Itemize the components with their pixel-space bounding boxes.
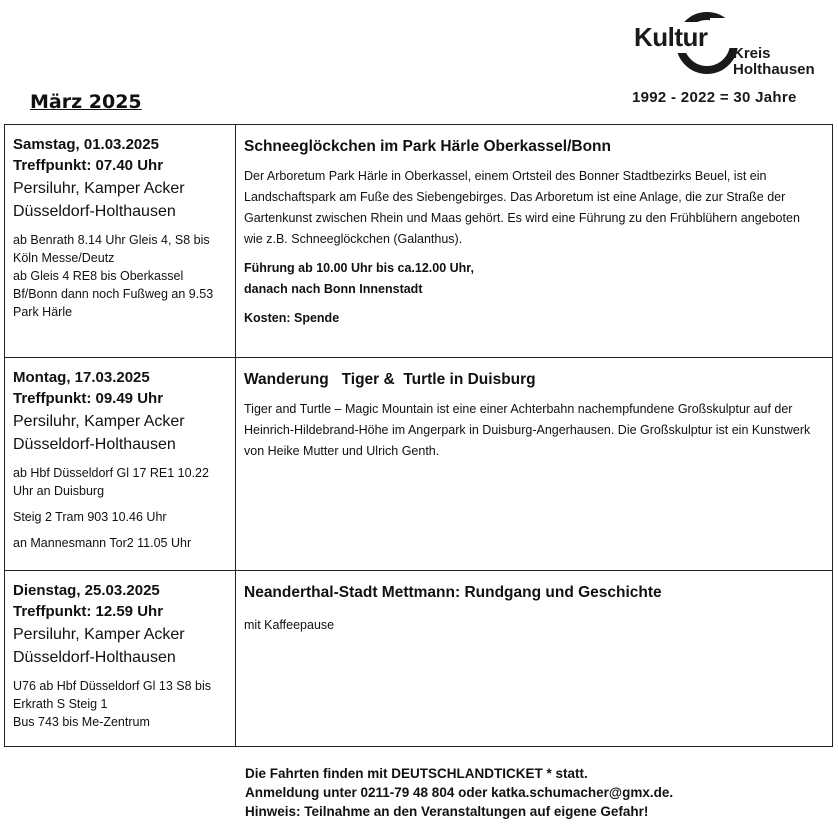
event-tour-line: Führung ab 10.00 Uhr bis ca.12.00 Uhr,	[244, 261, 474, 275]
event-title: Wanderung Tiger & Turtle in Duisburg	[244, 371, 536, 388]
event-meeting-time: Treffpunkt: 12.59 Uhr	[13, 603, 164, 620]
event-details-cell	[5, 358, 236, 571]
table-row	[5, 571, 833, 747]
event-details-cell	[5, 125, 236, 358]
event-place-line1: Persiluhr, Kamper Acker	[13, 413, 185, 430]
event-description-cell	[236, 571, 833, 747]
event-place-line2: Düsseldorf-Holthausen	[13, 203, 176, 220]
page-title: März 2025	[30, 91, 142, 113]
logo-holthausen-text: Holthausen	[733, 61, 815, 78]
event-details-cell	[5, 571, 236, 747]
logo-kreis-text: Kreis	[733, 45, 771, 62]
event-place-line2: Düsseldorf-Holthausen	[13, 649, 176, 666]
kulturkreis-logo	[632, 10, 832, 90]
event-tour-line: danach nach Bonn Innenstadt	[244, 282, 423, 296]
table-row	[5, 358, 833, 571]
event-description-cell	[236, 125, 833, 358]
event-title: Neanderthal-Stadt Mettmann: Rundgang und Geschichte	[244, 584, 662, 601]
event-place-line2: Düsseldorf-Holthausen	[13, 436, 176, 453]
event-route: U76 ab Hbf Düsseldorf Gl 13 S8 bis Erkrath S Steig 1	[13, 679, 212, 711]
event-date: Montag, 17.03.2025	[13, 369, 150, 386]
events-table	[4, 124, 833, 747]
event-place-line1: Persiluhr, Kamper Acker	[13, 626, 185, 643]
logo-kultur-text: Kultur	[634, 22, 708, 52]
event-description: Der Arboretum Park Härle in Oberkassel, einem Ortsteil des Bonner Stadtbezirks Beuel, ist ein Landschaftspark am Fuße des Siebengebirges. Das Arboretum ist eine Anlage, die zur Straße der Gartenkunst zwischen Rhein und Maas gehört. Es wird eine Führung zu den Frühblühern angeboten wie z.B. Schneeglöckchen (Galanthus).	[244, 169, 800, 246]
event-date: Samstag, 01.03.2025	[13, 136, 159, 153]
footer-ticket-note: Die Fahrten finden mit DEUTSCHLANDTICKET * statt.	[245, 766, 588, 781]
event-route: ab Hbf Düsseldorf Gl 17 RE1 10.22 Uhr an Duisburg	[13, 466, 209, 498]
event-route: ab Benrath 8.14 Uhr Gleis 4, S8 bis Köln Messe/Deutz	[13, 233, 210, 265]
event-meeting-time: Treffpunkt: 09.49 Uhr	[13, 390, 164, 407]
table-row	[5, 125, 833, 358]
event-description-cell	[236, 358, 833, 571]
footer-notes	[245, 764, 673, 821]
event-costs: Kosten: Spende	[244, 311, 340, 325]
event-description: mit Kaffeepause	[244, 618, 335, 632]
event-route: ab Gleis 4 RE8 bis Oberkassel Bf/Bonn dann noch Fußweg an 9.53 Park Härle	[13, 269, 214, 319]
event-route: Bus 743 bis Me-Zentrum	[13, 715, 150, 729]
anniversary-text: 1992 - 2022 = 30 Jahre	[632, 89, 797, 106]
footer-registration-note: Anmeldung unter 0211-79 48 804 oder katka.schumacher@gmx.de.	[245, 785, 674, 800]
event-meeting-time: Treffpunkt: 07.40 Uhr	[13, 157, 164, 174]
event-place-line1: Persiluhr, Kamper Acker	[13, 180, 185, 197]
event-description: Tiger and Turtle – Magic Mountain ist eine einer Achterbahn nachempfundene Großskulptur auf der Heinrich-Hildebrand-Höhe im Angerpark in Duisburg-Angerhausen. Die Großskulptur ist ein Kunstwerk von Heike Mutter und Ulrich Genth.	[244, 402, 811, 458]
event-route: an Mannesmann Tor2 11.05 Uhr	[13, 536, 192, 550]
event-route: Steig 2 Tram 903 10.46 Uhr	[13, 510, 167, 524]
event-title: Schneeglöckchen im Park Härle Oberkassel/Bonn	[244, 138, 611, 155]
footer-disclaimer: Hinweis: Teilnahme an den Veranstaltungen auf eigene Gefahr!	[245, 804, 649, 819]
event-date: Dienstag, 25.03.2025	[13, 582, 160, 599]
